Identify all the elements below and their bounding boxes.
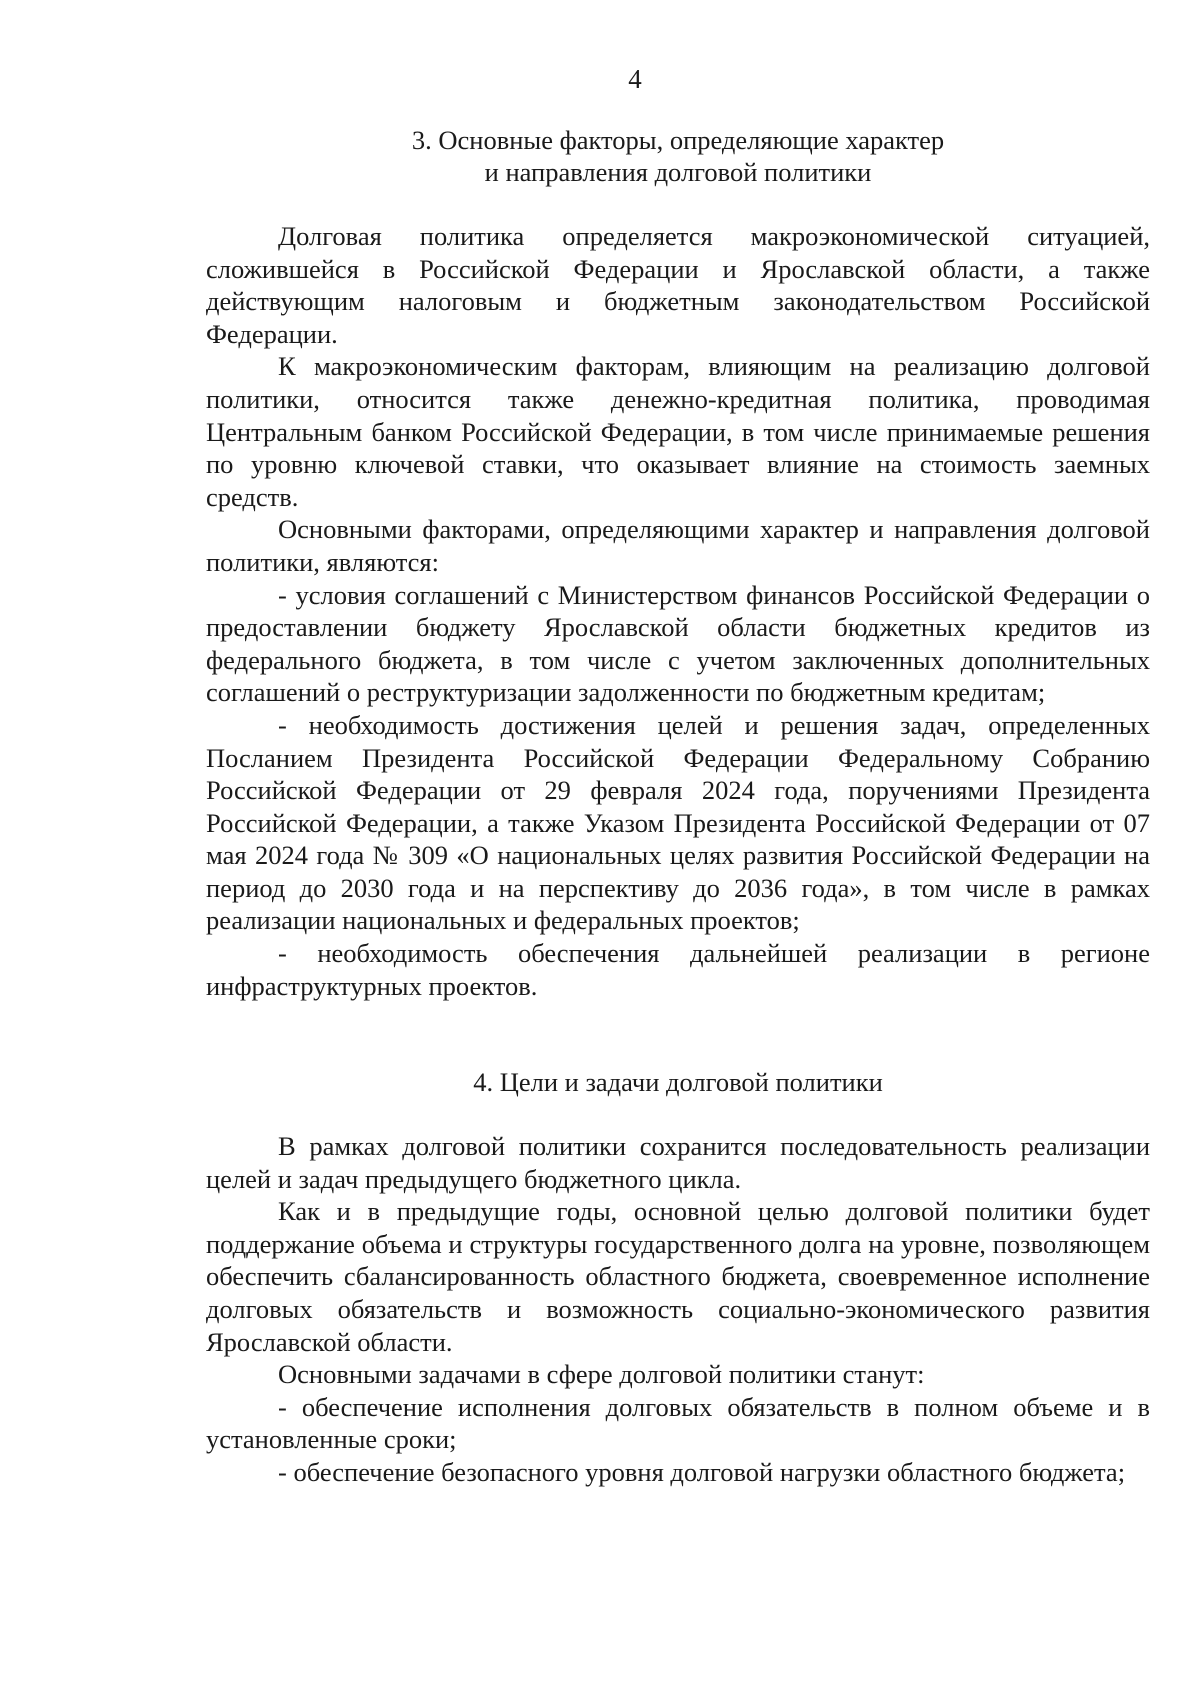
section-4-body	[206, 1130, 1150, 1489]
list-item: - условия соглашений с Министерством финансов Российской Федерации о предоставлении бюджету Ярославской области бюджетных кредитов из федерального бюджета, в том числе с учетом заключенных дополнительных соглашений о реструктуризации задолженности по бюджетным кредитам;	[206, 579, 1150, 708]
paragraph: Основными факторами, определяющими характер и направления долговой политики, являются:	[206, 514, 1150, 577]
section-3-heading-line-2: и направления долговой политики	[484, 157, 872, 187]
section-3-body	[206, 220, 1150, 1002]
section-3-heading-line-1: 3. Основные факторы, определяющие характер	[411, 125, 945, 155]
section-3-heading	[206, 124, 1150, 188]
list-item: - необходимость обеспечения дальнейшей реализации в регионе инфраструктурных проектов.	[206, 938, 1150, 1001]
paragraph: Как и в предыдущие годы, основной целью долговой политики будет поддержание объема и структуры государственного долга на уровне, позволяющем обеспечить сбалансированность областного бюджета, своевременное исполнение долговых обязательств и возможность социально-экономического развития Ярославской области.	[206, 1196, 1150, 1357]
section-4-heading-text: 4. Цели и задачи долговой политики	[473, 1067, 883, 1097]
section-4-heading	[206, 1066, 1150, 1098]
list-item: - обеспечение безопасного уровня долговой нагрузки областного бюджета;	[278, 1456, 1126, 1487]
paragraph: В рамках долговой политики сохранится последовательность реализации целей и задач предыдущего бюджетного цикла.	[206, 1131, 1150, 1194]
list-item: - обеспечение исполнения долговых обязательств в полном объеме и в установленные сроки;	[206, 1391, 1150, 1455]
paragraph: Долговая политика определяется макроэкономической ситуацией, сложившейся в Российской Федерации и Ярославской области, а также действующим налоговым и бюджетным законодательством Российской Федерации.	[206, 221, 1150, 349]
paragraph: Основными задачами в сфере долговой политики станут:	[278, 1359, 925, 1390]
paragraph: К макроэкономическим факторам, влияющим на реализацию долговой политики, относится также денежно-кредитная политика, проводимая Центральным банком Российской Федерации, в том числе принимаемые решения по уровню ключевой ставки, что оказывает влияние на стоимость заемных средств.	[206, 351, 1150, 512]
page-number: 4	[628, 64, 642, 94]
list-item: - необходимость достижения целей и решения задач, определенных Посланием Президента Российской Федерации Федеральному Собранию Российской Федерации от 29 февраля 2024 года, поручениями Президента Российской Федерации, а также Указом Президента Российской Федерации от 07 мая 2024 года № 309 «О национальных целях развития Российской Федерации на период до 2030 года и на перспективу до 2036 года», в том числе в рамках реализации национальных и федеральных проектов;	[206, 709, 1150, 936]
